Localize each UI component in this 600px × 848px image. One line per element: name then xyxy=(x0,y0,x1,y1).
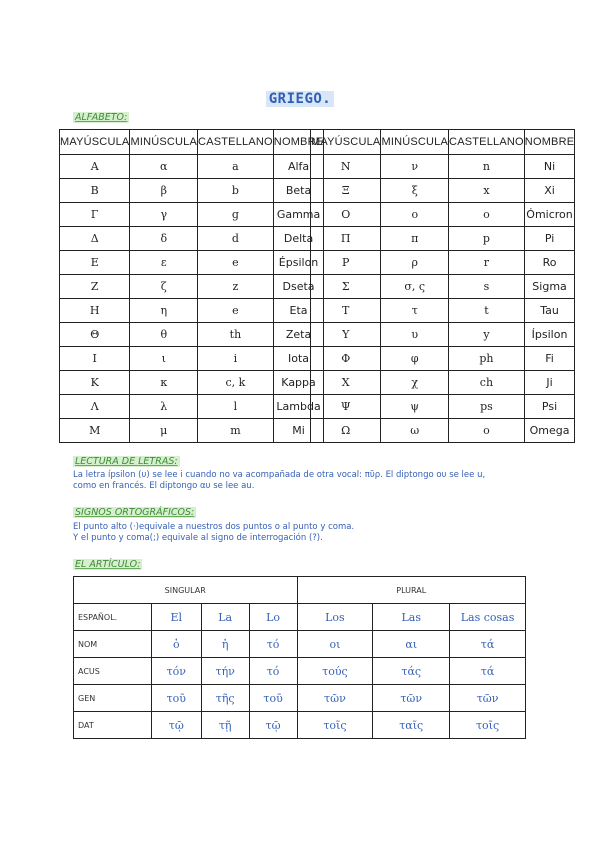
castellano-cell: n xyxy=(449,155,525,179)
article-form: τῇ xyxy=(201,712,249,739)
lectura-line: La letra ípsilon (υ) se lee i cuando no va acompañada de otra vocal: πῦρ. El diptongo ου se lee u, xyxy=(73,470,486,480)
name-cell: Beta xyxy=(273,179,323,203)
castellano-cell: r xyxy=(449,251,525,275)
lowercase-cell: ε xyxy=(130,251,198,275)
uppercase-cell: Π xyxy=(311,227,381,251)
alphabet-row xyxy=(60,227,324,251)
castellano-cell: s xyxy=(449,275,525,299)
alphabet-header-row xyxy=(60,130,324,155)
name-cell: Iota xyxy=(273,347,323,371)
castellano-cell: x xyxy=(449,179,525,203)
alphabet-row xyxy=(311,299,575,323)
article-row xyxy=(74,604,526,631)
name-cell: Psi xyxy=(524,395,574,419)
castellano-cell: o xyxy=(449,419,525,443)
article-form: τῶν xyxy=(373,685,450,712)
uppercase-cell: Τ xyxy=(311,299,381,323)
uppercase-cell: Θ xyxy=(60,323,130,347)
signos-line: Y el punto y coma(;) equivale al signo de interrogación (?). xyxy=(73,533,323,543)
castellano-cell: th xyxy=(198,323,274,347)
castellano-cell: e xyxy=(198,299,274,323)
castellano-cell: ps xyxy=(449,395,525,419)
lowercase-cell: α xyxy=(130,155,198,179)
lowercase-cell: ψ xyxy=(381,395,449,419)
lectura-text xyxy=(73,470,543,492)
alphabet-table-left xyxy=(59,129,324,443)
article-form: τῶν xyxy=(450,685,526,712)
alphabet-row xyxy=(60,275,324,299)
alphabet-table-right xyxy=(310,129,575,443)
article-form: ἡ xyxy=(201,631,249,658)
uppercase-cell: Α xyxy=(60,155,130,179)
article-form: τοῦ xyxy=(249,685,297,712)
lowercase-cell: η xyxy=(130,299,198,323)
uppercase-cell: Κ xyxy=(60,371,130,395)
plural-header: PLURAL xyxy=(297,577,525,604)
uppercase-cell: Ω xyxy=(311,419,381,443)
alphabet-row xyxy=(60,371,324,395)
article-table xyxy=(73,576,526,739)
castellano-cell: l xyxy=(198,395,274,419)
castellano-cell: y xyxy=(449,323,525,347)
name-cell: Fi xyxy=(524,347,574,371)
article-form: τοῖς xyxy=(450,712,526,739)
uppercase-cell: Χ xyxy=(311,371,381,395)
alphabet-row xyxy=(60,251,324,275)
article-row xyxy=(74,658,526,685)
article-form: τοῖς xyxy=(297,712,373,739)
uppercase-cell: Ι xyxy=(60,347,130,371)
alphabet-row xyxy=(60,179,324,203)
lectura-line: como en francés. El diptongo αυ se lee au. xyxy=(73,481,255,491)
article-form: τόν xyxy=(151,658,201,685)
uppercase-cell: Υ xyxy=(311,323,381,347)
name-cell: Ji xyxy=(524,371,574,395)
alphabet-row xyxy=(60,203,324,227)
signos-text xyxy=(73,522,543,544)
case-label: GEN xyxy=(74,685,152,712)
castellano-cell: e xyxy=(198,251,274,275)
name-cell: Kappa xyxy=(273,371,323,395)
article-row xyxy=(74,685,526,712)
alphabet-header-row xyxy=(311,130,575,155)
uppercase-cell: Φ xyxy=(311,347,381,371)
article-form: οι xyxy=(297,631,373,658)
name-cell: Pi xyxy=(524,227,574,251)
lowercase-cell: υ xyxy=(381,323,449,347)
lowercase-cell: ζ xyxy=(130,275,198,299)
uppercase-cell: Γ xyxy=(60,203,130,227)
name-cell: Xi xyxy=(524,179,574,203)
article-form: τῷ xyxy=(151,712,201,739)
name-cell: Sigma xyxy=(524,275,574,299)
articulo-heading: EL ARTÍCULO: xyxy=(75,559,141,570)
uppercase-cell: Β xyxy=(60,179,130,203)
name-cell: Mi xyxy=(273,419,323,443)
article-form: ὁ xyxy=(151,631,201,658)
article-form: τά xyxy=(450,658,526,685)
uppercase-cell: Ε xyxy=(60,251,130,275)
uppercase-cell: Ν xyxy=(311,155,381,179)
lowercase-cell: ο xyxy=(381,203,449,227)
article-form: ταῖς xyxy=(373,712,450,739)
article-row xyxy=(74,631,526,658)
article-row xyxy=(74,712,526,739)
article-form: τό xyxy=(249,658,297,685)
castellano-cell: ph xyxy=(449,347,525,371)
article-form: Las xyxy=(373,604,450,631)
article-form: αι xyxy=(373,631,450,658)
castellano-cell: o xyxy=(449,203,525,227)
article-form: τούς xyxy=(297,658,373,685)
case-label: ESPAÑOL. xyxy=(74,604,152,631)
uppercase-cell: Μ xyxy=(60,419,130,443)
castellano-cell: ch xyxy=(449,371,525,395)
article-form: Los xyxy=(297,604,373,631)
lowercase-cell: π xyxy=(381,227,449,251)
article-form: τῶν xyxy=(297,685,373,712)
name-cell: Delta xyxy=(273,227,323,251)
name-cell: Ro xyxy=(524,251,574,275)
uppercase-cell: Ξ xyxy=(311,179,381,203)
lowercase-cell: κ xyxy=(130,371,198,395)
castellano-cell: t xyxy=(449,299,525,323)
column-header: CASTELLANO xyxy=(449,130,525,155)
lowercase-cell: γ xyxy=(130,203,198,227)
lowercase-cell: β xyxy=(130,179,198,203)
name-cell: Ómicron xyxy=(524,203,574,227)
article-form: Las cosas xyxy=(450,604,526,631)
lowercase-cell: μ xyxy=(130,419,198,443)
lowercase-cell: λ xyxy=(130,395,198,419)
lowercase-cell: σ, ς xyxy=(381,275,449,299)
uppercase-cell: Η xyxy=(60,299,130,323)
column-header: MINÚSCULA xyxy=(130,130,198,155)
article-form: τάς xyxy=(373,658,450,685)
column-header: MAYÚSCULA xyxy=(60,130,130,155)
castellano-cell: i xyxy=(198,347,274,371)
column-header: NOMBRE xyxy=(273,130,323,155)
article-form: τό xyxy=(249,631,297,658)
lowercase-cell: χ xyxy=(381,371,449,395)
alphabet-row xyxy=(311,251,575,275)
uppercase-cell: Ο xyxy=(311,203,381,227)
lowercase-cell: ι xyxy=(130,347,198,371)
article-form: τῷ xyxy=(249,712,297,739)
lowercase-cell: ω xyxy=(381,419,449,443)
column-header: CASTELLANO xyxy=(198,130,274,155)
castellano-cell: b xyxy=(198,179,274,203)
alphabet-row xyxy=(311,179,575,203)
case-label: DAT xyxy=(74,712,152,739)
castellano-cell: a xyxy=(198,155,274,179)
article-form: El xyxy=(151,604,201,631)
alphabet-row xyxy=(311,395,575,419)
alphabet-row xyxy=(60,323,324,347)
lowercase-cell: ξ xyxy=(381,179,449,203)
name-cell: Eta xyxy=(273,299,323,323)
lowercase-cell: θ xyxy=(130,323,198,347)
castellano-cell: c, k xyxy=(198,371,274,395)
page-title: GRIEGO. xyxy=(0,91,600,107)
name-cell: Dseta xyxy=(273,275,323,299)
castellano-cell: m xyxy=(198,419,274,443)
uppercase-cell: Δ xyxy=(60,227,130,251)
article-form: τά xyxy=(450,631,526,658)
column-header: MINÚSCULA xyxy=(381,130,449,155)
alphabet-row xyxy=(311,371,575,395)
lectura-heading: LECTURA DE LETRAS: xyxy=(75,456,178,467)
column-header: MAYÚSCULA xyxy=(311,130,381,155)
castellano-cell: d xyxy=(198,227,274,251)
uppercase-cell: Λ xyxy=(60,395,130,419)
article-form: Lo xyxy=(249,604,297,631)
alphabet-row xyxy=(311,155,575,179)
uppercase-cell: Ζ xyxy=(60,275,130,299)
lowercase-cell: ν xyxy=(381,155,449,179)
uppercase-cell: Ρ xyxy=(311,251,381,275)
name-cell: Zeta xyxy=(273,323,323,347)
alphabet-row xyxy=(311,419,575,443)
alphabet-row xyxy=(311,347,575,371)
uppercase-cell: Ψ xyxy=(311,395,381,419)
name-cell: Ípsilon xyxy=(524,323,574,347)
article-form: τήν xyxy=(201,658,249,685)
case-label: ACUS xyxy=(74,658,152,685)
alphabet-row xyxy=(311,323,575,347)
alphabet-row xyxy=(311,275,575,299)
alphabet-row xyxy=(60,155,324,179)
article-form: τῆς xyxy=(201,685,249,712)
uppercase-cell: Σ xyxy=(311,275,381,299)
lowercase-cell: ρ xyxy=(381,251,449,275)
signos-line: El punto alto (·)equivale a nuestros dos puntos o al punto y coma. xyxy=(73,522,355,532)
lowercase-cell: δ xyxy=(130,227,198,251)
name-cell: Omega xyxy=(524,419,574,443)
alphabet-row xyxy=(60,395,324,419)
name-cell: Alfa xyxy=(273,155,323,179)
singular-header: SINGULAR xyxy=(74,577,298,604)
name-cell: Tau xyxy=(524,299,574,323)
article-form: τοῦ xyxy=(151,685,201,712)
castellano-cell: p xyxy=(449,227,525,251)
article-form: La xyxy=(201,604,249,631)
castellano-cell: g xyxy=(198,203,274,227)
signos-heading: SIGNOS ORTOGRÁFICOS: xyxy=(75,507,195,518)
alphabet-row xyxy=(311,203,575,227)
name-cell: Gamma xyxy=(273,203,323,227)
lowercase-cell: φ xyxy=(381,347,449,371)
column-header: NOMBRE xyxy=(524,130,574,155)
case-label: NOM xyxy=(74,631,152,658)
alphabet-row xyxy=(60,347,324,371)
name-cell: Lambda xyxy=(273,395,323,419)
castellano-cell: z xyxy=(198,275,274,299)
name-cell: Ni xyxy=(524,155,574,179)
alphabet-heading: ALFABETO: xyxy=(75,112,128,123)
alphabet-row xyxy=(60,299,324,323)
alphabet-row xyxy=(311,227,575,251)
lowercase-cell: τ xyxy=(381,299,449,323)
alphabet-row xyxy=(60,419,324,443)
name-cell: Épsilon xyxy=(273,251,323,275)
